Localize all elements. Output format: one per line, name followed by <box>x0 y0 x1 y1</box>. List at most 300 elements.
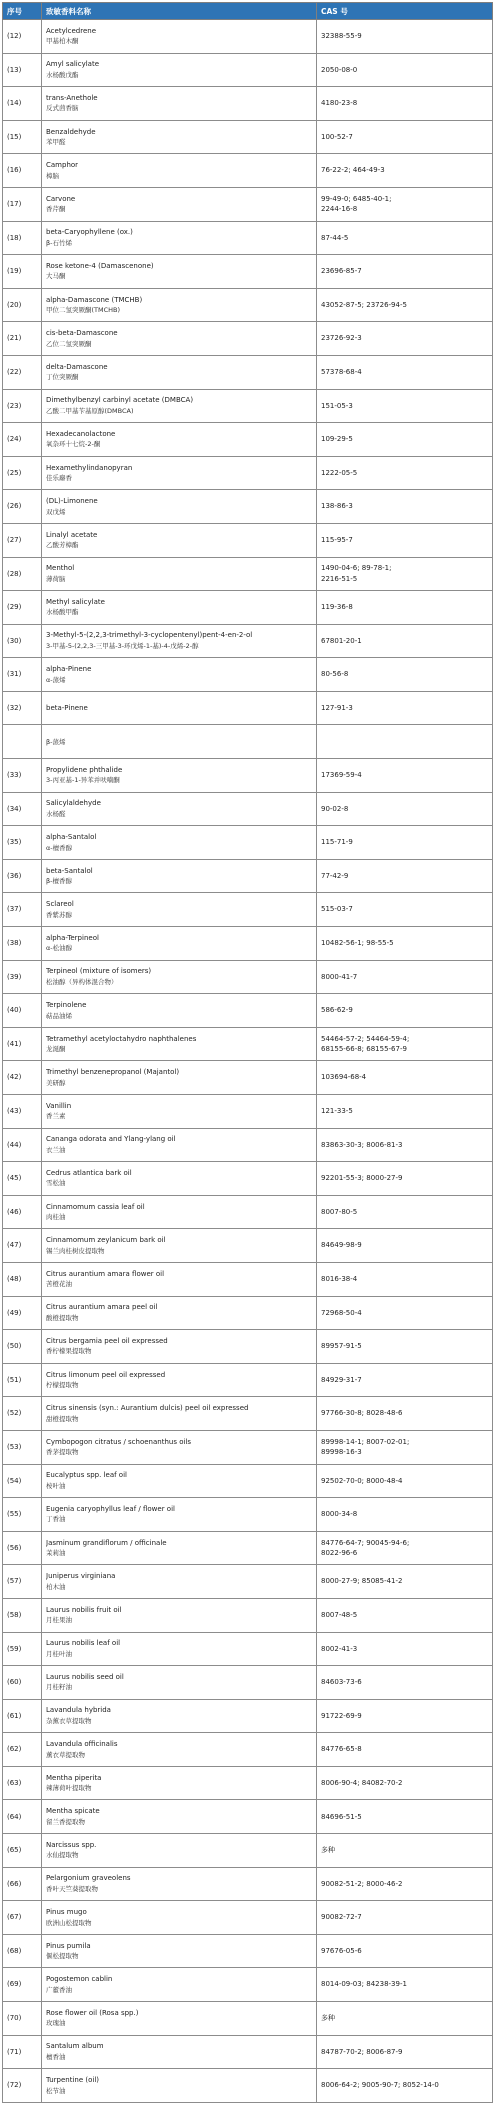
table-row <box>3 423 493 457</box>
cas-number: 89957-91-5 <box>321 1342 362 1351</box>
cas-number: 119-36-8 <box>321 603 353 612</box>
chinese-name: 薄荷脑 <box>46 574 66 583</box>
fragrance-name-cell <box>42 1598 317 1632</box>
row-number: (24) <box>3 423 42 457</box>
english-name: Narcissus spp. <box>46 1840 97 1849</box>
english-name: Cananga odorata and Ylang-ylang oil <box>46 1135 176 1144</box>
chinese-name: 水仙提取物 <box>46 1851 79 1860</box>
english-name: alpha-Terpineol <box>46 933 99 942</box>
chinese-name: 檀香油 <box>46 2052 66 2061</box>
english-name: alpha-Pinene <box>46 665 92 674</box>
chinese-name: 水杨酸甲酯 <box>46 608 79 617</box>
chinese-name: 月桂果油 <box>46 1616 72 1625</box>
fragrance-name-cell <box>42 792 317 826</box>
row-number: (20) <box>3 288 42 322</box>
cas-number-cell <box>317 1934 493 1968</box>
cas-number: 8000-27-9; 85085-41-2 <box>321 1577 403 1586</box>
table-row <box>3 2069 493 2103</box>
cas-number-cell <box>317 1666 493 1700</box>
chinese-name: 氧杂环十七烷-2-酮 <box>46 440 101 449</box>
table-row <box>3 322 493 356</box>
cas-number: 100-52-7 <box>321 132 353 141</box>
row-number: (54) <box>3 1464 42 1498</box>
table-row <box>3 1095 493 1129</box>
fragrance-name-cell <box>42 1766 317 1800</box>
cas-number: 87-44-5 <box>321 233 349 242</box>
chinese-name: 3-甲基-5-(2,2,3-三甲基-3-环戊烯-1-基)-4-戊烯-2-醇 <box>46 641 199 650</box>
table-row <box>3 355 493 389</box>
cas-number-cell <box>317 1061 493 1095</box>
table-row <box>3 1229 493 1263</box>
row-number: (31) <box>3 658 42 692</box>
table-row <box>3 154 493 188</box>
row-number: (66) <box>3 1867 42 1901</box>
row-number: (69) <box>3 1968 42 2002</box>
cas-number: 多种 <box>321 1846 335 1855</box>
fragrance-name-cell <box>42 1330 317 1364</box>
cas-number-cell <box>317 557 493 591</box>
english-name: Methyl salicylate <box>46 597 105 606</box>
cas-number-cell <box>317 288 493 322</box>
chinese-name: 雪松油 <box>46 1179 66 1188</box>
header-name: 致敏香料名称 <box>42 3 317 20</box>
row-number: (37) <box>3 893 42 927</box>
row-number: (41) <box>3 1027 42 1061</box>
row-number: (25) <box>3 456 42 490</box>
fragrance-name-cell <box>42 389 317 423</box>
english-name: Menthol <box>46 564 75 573</box>
cas-number: 23696-85-7 <box>321 267 362 276</box>
fragrance-name-cell <box>42 187 317 221</box>
row-number: (34) <box>3 792 42 826</box>
fragrance-name-cell <box>42 87 317 121</box>
fragrance-name-cell <box>42 221 317 255</box>
fragrance-name-cell <box>42 591 317 625</box>
table-row <box>3 1934 493 1968</box>
cas-number: 8002-41-3 <box>321 1644 358 1653</box>
cas-number-cell <box>317 1464 493 1498</box>
cas-number-cell <box>317 1397 493 1431</box>
english-name: Turpentine (oil) <box>46 2076 100 2085</box>
english-name: alpha-Damascone (TMCHB) <box>46 295 143 304</box>
table-row <box>3 1061 493 1095</box>
cas-number: 92201-55-3; 8000-27-9 <box>321 1174 403 1183</box>
row-number: (12) <box>3 20 42 54</box>
cas-number: 17369-59-4 <box>321 771 362 780</box>
cas-number-cell <box>317 523 493 557</box>
cas-number: 32388-55-9 <box>321 32 362 41</box>
cas-number: 8006-64-2; 9005-90-7; 8052-14-0 <box>321 2081 439 2090</box>
chinese-name: 乙酸二甲基苄基原醇(DMBCA) <box>46 406 134 415</box>
chinese-name: 佳乐麝香 <box>46 474 72 483</box>
cas-number: 67801-20-1 <box>321 636 362 645</box>
english-name: Laurus nobilis fruit oil <box>46 1605 122 1614</box>
english-name: beta-Santalol <box>46 866 93 875</box>
cas-number: 2244-16-8 <box>321 205 358 214</box>
row-number: (61) <box>3 1699 42 1733</box>
cas-number: 109-29-5 <box>321 435 353 444</box>
table-body <box>3 20 493 2103</box>
english-name: Pinus pumila <box>46 1941 91 1950</box>
cas-number: 多种 <box>321 2014 335 2023</box>
cas-number-cell <box>317 1229 493 1263</box>
fragrance-name-cell <box>42 1262 317 1296</box>
cas-number-cell <box>317 2069 493 2103</box>
row-number: (46) <box>3 1195 42 1229</box>
table-row <box>3 1296 493 1330</box>
row-number: (67) <box>3 1901 42 1935</box>
table-row <box>3 893 493 927</box>
fragrance-name-cell <box>42 1934 317 1968</box>
table-row <box>3 1397 493 1431</box>
table-row <box>3 53 493 87</box>
row-number: (36) <box>3 859 42 893</box>
fragrance-name-cell <box>42 523 317 557</box>
header-no: 序号 <box>3 3 42 20</box>
chinese-name: 香紫苏醇 <box>46 910 72 919</box>
cas-number-cell <box>317 87 493 121</box>
chinese-name: 反式茴香脑 <box>46 104 79 113</box>
row-number: (18) <box>3 221 42 255</box>
english-name: Carvone <box>46 194 76 203</box>
table-row <box>3 1699 493 1733</box>
fragrance-name-cell <box>42 456 317 490</box>
fragrance-name-cell <box>42 423 317 457</box>
chinese-name: 樟脑 <box>46 171 59 180</box>
english-name: Laurus nobilis leaf oil <box>46 1639 121 1648</box>
table-row <box>3 187 493 221</box>
cas-number-cell <box>317 893 493 927</box>
cas-number-cell <box>317 1296 493 1330</box>
fragrance-name-cell <box>42 1901 317 1935</box>
fragrance-name-cell <box>42 1632 317 1666</box>
fragrance-name-cell <box>42 826 317 860</box>
table-row <box>3 1162 493 1196</box>
cas-number: 90082-72-7 <box>321 1913 362 1922</box>
fragrance-name-cell <box>42 994 317 1028</box>
fragrance-name-cell <box>42 1027 317 1061</box>
chinese-name: 龙涎酮 <box>46 1045 66 1054</box>
row-number: (64) <box>3 1800 42 1834</box>
table-row <box>3 1632 493 1666</box>
allergen-fragrance-table <box>2 2 493 2103</box>
row-number: (47) <box>3 1229 42 1263</box>
row-number: (27) <box>3 523 42 557</box>
english-name: Acetylcedrene <box>46 26 97 35</box>
cas-number: 99-49-0; 6485-40-1; <box>321 194 392 203</box>
cas-number-cell <box>317 2002 493 2036</box>
cas-number-cell <box>317 221 493 255</box>
cas-number-cell <box>317 658 493 692</box>
cas-number: 89998-14-1; 8007-02-01; <box>321 1437 410 1446</box>
chinese-name: 苯甲醛 <box>46 138 66 147</box>
fragrance-name-cell <box>42 691 317 725</box>
table-row <box>3 1800 493 1834</box>
chinese-name: 香茅提取物 <box>46 1448 79 1457</box>
fragrance-name-cell <box>42 120 317 154</box>
fragrance-name-cell <box>42 1162 317 1196</box>
english-name: Salicylaldehyde <box>46 799 101 808</box>
cas-number: 43052-87-5; 23726-94-5 <box>321 300 407 309</box>
chinese-name: 美研醇 <box>46 1078 66 1087</box>
cas-number: 103694-68-4 <box>321 1073 367 1082</box>
chinese-name: 甲基柏木酮 <box>46 37 79 46</box>
table-row <box>3 288 493 322</box>
cas-number-cell <box>317 792 493 826</box>
fragrance-name-cell <box>42 1296 317 1330</box>
chinese-name: 广藿香油 <box>46 1985 72 1994</box>
chinese-name: 丁位突厥酮 <box>46 373 79 382</box>
fragrance-name-cell <box>42 1061 317 1095</box>
cas-number-cell <box>317 1834 493 1868</box>
cas-number-cell <box>317 120 493 154</box>
cas-number-cell <box>317 1901 493 1935</box>
cas-number-cell <box>317 1330 493 1364</box>
fragrance-name-cell <box>42 1867 317 1901</box>
chinese-name: 玫瑰油 <box>46 2019 66 2028</box>
row-number: (17) <box>3 187 42 221</box>
cas-number-cell <box>317 1968 493 2002</box>
table-row <box>3 20 493 54</box>
chinese-name: 薰衣草提取物 <box>46 1750 85 1759</box>
table-row <box>3 1195 493 1229</box>
fragrance-name-cell <box>42 1968 317 2002</box>
row-number: (68) <box>3 1934 42 1968</box>
cas-number-cell <box>317 960 493 994</box>
cas-number-cell <box>317 624 493 658</box>
chinese-name: 香柠檬果提取物 <box>46 1347 92 1356</box>
cas-number: 92502-70-0; 8000-48-4 <box>321 1476 403 1485</box>
table-row <box>3 523 493 557</box>
fragrance-name-cell <box>42 1699 317 1733</box>
chinese-name: 欧洲山松提取物 <box>46 1918 92 1927</box>
row-number: (23) <box>3 389 42 423</box>
cas-number-cell <box>317 490 493 524</box>
english-name: Cinnamomum zeylanicum bark oil <box>46 1236 166 1245</box>
english-name: 3-Methyl-5-(2,2,3-trimethyl-3-cyclopentenyl)pent-4-en-2-ol <box>46 631 253 640</box>
row-number: (21) <box>3 322 42 356</box>
cas-number: 8016-38-4 <box>321 1275 358 1284</box>
fragrance-name-cell <box>42 725 317 759</box>
row-number: (13) <box>3 53 42 87</box>
chinese-name: 辣薄荷叶提取物 <box>46 1784 92 1793</box>
fragrance-name-cell <box>42 1498 317 1532</box>
row-number: (52) <box>3 1397 42 1431</box>
cas-number-cell <box>317 1498 493 1532</box>
table-row <box>3 1598 493 1632</box>
chinese-name: 桉叶油 <box>46 1481 66 1490</box>
english-name: Pinus mugo <box>46 1908 87 1917</box>
fragrance-name-cell <box>42 1229 317 1263</box>
chinese-name: 水杨酸戊酯 <box>46 70 79 79</box>
chinese-name: 柏木油 <box>46 1582 66 1591</box>
row-number: (38) <box>3 927 42 961</box>
cas-number-cell <box>317 1766 493 1800</box>
table-row <box>3 1666 493 1700</box>
table-row <box>3 255 493 289</box>
fragrance-name-cell <box>42 255 317 289</box>
fragrance-name-cell <box>42 1397 317 1431</box>
english-name: Rose flower oil (Rosa spp.) <box>46 2008 139 2017</box>
english-name: Citrus aurantium amara peel oil <box>46 1303 158 1312</box>
table-row <box>3 691 493 725</box>
table-row <box>3 859 493 893</box>
cas-number-cell <box>317 1162 493 1196</box>
table-row <box>3 1330 493 1364</box>
cas-number-cell <box>317 456 493 490</box>
fragrance-name-cell <box>42 154 317 188</box>
english-name: Citrus limonum peel oil expressed <box>46 1370 166 1379</box>
table-row <box>3 389 493 423</box>
cas-number: 72968-50-4 <box>321 1308 362 1317</box>
cas-number-cell <box>317 355 493 389</box>
chinese-name: 甜橙提取物 <box>46 1414 79 1423</box>
english-name: Citrus bergamia peel oil expressed <box>46 1336 168 1345</box>
english-name: Propylidene phthalide <box>46 765 123 774</box>
row-number: (39) <box>3 960 42 994</box>
cas-number: 68155-66-8; 68155-67-9 <box>321 1045 407 1054</box>
cas-number: 90-02-8 <box>321 804 349 813</box>
cas-number: 1222-05-5 <box>321 468 358 477</box>
row-number: (15) <box>3 120 42 154</box>
table-row <box>3 1968 493 2002</box>
fragrance-name-cell <box>42 2035 317 2069</box>
table-row <box>3 927 493 961</box>
cas-number: 8014-09-03; 84238-39-1 <box>321 1980 407 1989</box>
cas-number-cell <box>317 322 493 356</box>
chinese-name: 松油醇（异构体混合物） <box>46 977 118 986</box>
fragrance-name-cell <box>42 759 317 793</box>
chinese-name: 酸橙提取物 <box>46 1313 79 1322</box>
table-row <box>3 792 493 826</box>
cas-number-cell <box>317 1128 493 1162</box>
cas-number-cell <box>317 591 493 625</box>
table-row <box>3 960 493 994</box>
fragrance-name-cell <box>42 1666 317 1700</box>
cas-number: 80-56-8 <box>321 670 349 679</box>
chinese-name: 锡兰肉桂树皮提取物 <box>46 1246 105 1255</box>
cas-number: 8000-34-8 <box>321 1510 358 1519</box>
english-name: Jasminum grandiflorum / officinale <box>46 1538 167 1547</box>
cas-number: 115-95-7 <box>321 535 353 544</box>
table-row <box>3 120 493 154</box>
cas-number: 76-22-2; 464-49-3 <box>321 166 385 175</box>
english-name: Cinnamomum cassia leaf oil <box>46 1202 145 1211</box>
fragrance-name-cell <box>42 53 317 87</box>
fragrance-name-cell <box>42 355 317 389</box>
cas-number: 115-71-9 <box>321 838 353 847</box>
table-row <box>3 1363 493 1397</box>
cas-number: 151-05-3 <box>321 401 353 410</box>
fragrance-name-cell <box>42 322 317 356</box>
row-number: (45) <box>3 1162 42 1196</box>
cas-number: 89998-16-3 <box>321 1448 362 1457</box>
english-name: Lavandula officinalis <box>46 1740 118 1749</box>
chinese-name: α-蒎烯 <box>46 675 66 684</box>
table-row <box>3 994 493 1028</box>
row-number: (58) <box>3 1598 42 1632</box>
table-row <box>3 1498 493 1532</box>
row-number: (72) <box>3 2069 42 2103</box>
cas-number: 84776-64-7; 90045-94-6; <box>321 1538 410 1547</box>
cas-number-cell <box>317 1430 493 1464</box>
english-name: Trimethyl benzenepropanol (Majantol) <box>46 1068 180 1077</box>
cas-number: 1490-04-6; 89-78-1; <box>321 564 392 573</box>
table-row <box>3 2035 493 2069</box>
english-name: Amyl salicylate <box>46 60 100 69</box>
chinese-name: 杂薰衣草提取物 <box>46 1716 92 1725</box>
english-name: Santalum album <box>46 2042 104 2051</box>
cas-number-cell <box>317 255 493 289</box>
row-number: (42) <box>3 1061 42 1095</box>
english-name: beta-Caryophyllene (ox.) <box>46 228 133 237</box>
fragrance-name-cell <box>42 1195 317 1229</box>
cas-number: 23726-92-3 <box>321 334 362 343</box>
row-number: (63) <box>3 1766 42 1800</box>
row-number: (50) <box>3 1330 42 1364</box>
english-name: Cedrus atlantica bark oil <box>46 1168 132 1177</box>
row-number: (56) <box>3 1531 42 1565</box>
fragrance-name-cell <box>42 1531 317 1565</box>
chinese-name: 茉莉油 <box>46 1549 66 1558</box>
row-number: (49) <box>3 1296 42 1330</box>
english-name: cis-beta-Damascone <box>46 329 118 338</box>
fragrance-name-cell <box>42 1464 317 1498</box>
chinese-name: 偃松提取物 <box>46 1952 79 1961</box>
cas-number: 83863-30-3; 8006-81-3 <box>321 1140 403 1149</box>
row-number: (59) <box>3 1632 42 1666</box>
cas-number: 97676-05-6 <box>321 1946 362 1955</box>
fragrance-name-cell <box>42 859 317 893</box>
cas-number: 2216-51-5 <box>321 574 358 583</box>
row-number: (40) <box>3 994 42 1028</box>
cas-number-cell <box>317 759 493 793</box>
row-number: (26) <box>3 490 42 524</box>
chinese-name: 松节油 <box>46 2086 66 2095</box>
english-name: Pelargonium graveolens <box>46 1874 131 1883</box>
row-number: (43) <box>3 1095 42 1129</box>
fragrance-name-cell <box>42 557 317 591</box>
table-row <box>3 624 493 658</box>
table-row <box>3 1464 493 1498</box>
row-number: (30) <box>3 624 42 658</box>
row-number: (48) <box>3 1262 42 1296</box>
table-row <box>3 1834 493 1868</box>
fragrance-name-cell <box>42 927 317 961</box>
english-name: beta-Pinene <box>46 703 88 712</box>
fragrance-name-cell <box>42 1128 317 1162</box>
english-name: Terpineol (mixture of isomers) <box>46 967 152 976</box>
cas-number: 91722-69-9 <box>321 1711 362 1720</box>
chinese-name: α-松油醇 <box>46 944 73 953</box>
row-number: (22) <box>3 355 42 389</box>
cas-number-cell <box>317 1565 493 1599</box>
fragrance-name-cell <box>42 893 317 927</box>
cas-number: 84696-51-5 <box>321 1812 362 1821</box>
cas-number: 77-42-9 <box>321 871 349 880</box>
table-row <box>3 1766 493 1800</box>
row-number: (62) <box>3 1733 42 1767</box>
row-number: (65) <box>3 1834 42 1868</box>
english-name: Sclareol <box>46 900 74 909</box>
fragrance-name-cell <box>42 1430 317 1464</box>
chinese-name: 苦橙花油 <box>46 1280 72 1289</box>
fragrance-name-cell <box>42 960 317 994</box>
chinese-name: 香兰素 <box>46 1112 66 1121</box>
table-row <box>3 87 493 121</box>
chinese-name: 双戊烯 <box>46 507 66 516</box>
cas-number-cell <box>317 994 493 1028</box>
